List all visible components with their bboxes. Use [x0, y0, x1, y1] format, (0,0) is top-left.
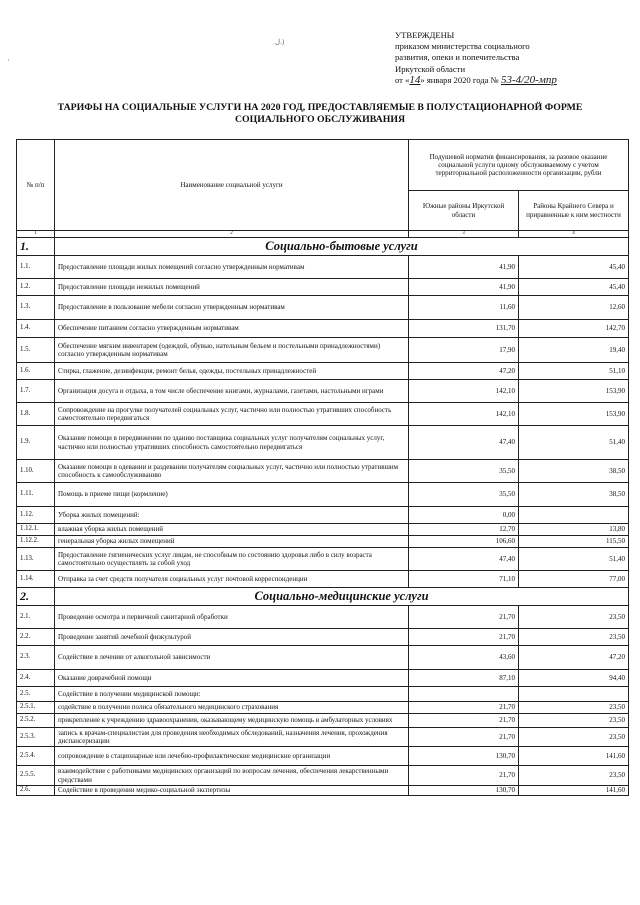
- table-row: [17, 403, 629, 426]
- approval-heading: УТВЕРЖДЕНЫ: [395, 30, 455, 40]
- rate-far-north: 23,50: [519, 728, 629, 747]
- service-name: Организация досуга и отдыха, в том числе обеспечение книгами, журналами, газетами, настольными играми: [55, 380, 409, 403]
- row-number: 2.5.3.: [17, 728, 55, 747]
- rate-far-north: 13,80: [519, 524, 629, 536]
- service-name: Содействие в лечении от алкогольной зависимости: [55, 646, 409, 670]
- table-row: [17, 363, 629, 380]
- row-number: 2.2.: [17, 629, 55, 646]
- service-name: Обеспечение питанием согласно утвержденным нормативам: [55, 320, 409, 338]
- service-name: Стирка, глажение, дезинфекция, ремонт белья, одежды, постельных принадлежностей: [55, 363, 409, 380]
- approval-line: приказом министерства социального: [395, 41, 530, 52]
- service-name: Обеспечение мягким инвентарем (одеждой, обувью, нательным бельем и постельными принадлежностями) согласно утвержденным нормативам: [55, 338, 409, 363]
- rate-southern: 130,70: [409, 786, 519, 796]
- rate-southern: 41,90: [409, 256, 519, 279]
- table-row: [17, 766, 629, 786]
- section-title: Социально-медицинские услуги: [55, 588, 629, 606]
- document-title-line1: ТАРИФЫ НА СОЦИАЛЬНЫЕ УСЛУГИ НА 2020 ГОД, ПРЕДОСТАВЛЯЕМЫЕ В ПОЛУСТАЦИОНАРНОЙ ФОРМЕ: [57, 102, 583, 113]
- rate-far-north: 141,60: [519, 786, 629, 796]
- approval-line: Иркутской области: [395, 63, 466, 74]
- header-service-name: Наименование социальной услуги: [55, 140, 409, 231]
- rate-southern: 21,70: [409, 606, 519, 629]
- row-number: 2.1.: [17, 606, 55, 629]
- column-index: 4: [519, 231, 629, 238]
- row-number: 1.3.: [17, 296, 55, 320]
- service-name: Проведение осмотра и первичной санитарной обработки: [55, 606, 409, 629]
- table-row: [17, 606, 629, 629]
- rate-southern: 47,40: [409, 548, 519, 571]
- table-row: [17, 426, 629, 460]
- service-name: сопровождение в стационарные или лечебно-профилактические медицинские организации: [55, 747, 409, 766]
- service-name: содействие в получении полиса обязательного медицинского страхования: [55, 702, 409, 714]
- header-financing-rate: Подушевой норматив финансирования, за разовое оказание социальной услуги одному обслуживаемому с учетом территориальной расположенности организации, рубли: [409, 140, 629, 191]
- table-row: [17, 338, 629, 363]
- rate-southern: 21,70: [409, 629, 519, 646]
- row-number: 1.6.: [17, 363, 55, 380]
- row-number: 1.12.2.: [17, 536, 55, 548]
- row-number: 1.8.: [17, 403, 55, 426]
- rate-far-north: 153,90: [519, 380, 629, 403]
- rate-far-north: 19,40: [519, 338, 629, 363]
- tariff-table: [16, 139, 629, 796]
- header-number: № п/п: [17, 140, 55, 231]
- row-number: 2.5.5.: [17, 766, 55, 786]
- rate-far-north: 51,40: [519, 426, 629, 460]
- section-title: Социально-бытовые услуги: [55, 238, 629, 256]
- service-name: Предоставление в пользование мебели согласно утвержденным нормативам: [55, 296, 409, 320]
- service-name: Сопровождение на прогулке получателей социальных услуг, частично или полностью утративших способность самостоятельно передвигаться: [55, 403, 409, 426]
- rate-southern: 21,70: [409, 728, 519, 747]
- scan-mark: ': [8, 58, 10, 66]
- service-name: Проведение занятий лечебной физкультурой: [55, 629, 409, 646]
- row-number: 2.5.2.: [17, 714, 55, 728]
- rate-southern: 21,70: [409, 714, 519, 728]
- table-row: [17, 670, 629, 687]
- table-row: [17, 380, 629, 403]
- rate-far-north: 38,50: [519, 483, 629, 507]
- rate-far-north: 115,50: [519, 536, 629, 548]
- rate-far-north: 141,60: [519, 747, 629, 766]
- approval-date-mid: » января 2020 года №: [420, 74, 499, 85]
- approval-date-line: [395, 75, 557, 86]
- table-row: [17, 279, 629, 296]
- row-number: 2.4.: [17, 670, 55, 687]
- rate-far-north: 23,50: [519, 714, 629, 728]
- table-row: [17, 548, 629, 571]
- table-row: [17, 256, 629, 279]
- service-name: Предоставление площади нежилых помещений: [55, 279, 409, 296]
- section-row: [17, 588, 629, 606]
- rate-far-north: [519, 687, 629, 702]
- row-number: 1.12.: [17, 507, 55, 524]
- rate-southern: 35,50: [409, 460, 519, 483]
- column-index: 3: [409, 231, 519, 238]
- rate-southern: 11,60: [409, 296, 519, 320]
- document-title: [0, 102, 640, 126]
- row-number: 2.5.4.: [17, 747, 55, 766]
- rate-southern: 130,70: [409, 747, 519, 766]
- row-number: 2.3.: [17, 646, 55, 670]
- rate-far-north: 38,50: [519, 460, 629, 483]
- service-name: запись к врачам-специалистам для проведения необходимых обследований, назначения лечения, прохождения диспансеризации: [55, 728, 409, 747]
- table-row: [17, 702, 629, 714]
- service-name: Уборка жилых помещений:: [55, 507, 409, 524]
- rate-southern: [409, 687, 519, 702]
- table-row: [17, 524, 629, 536]
- section-row: [17, 238, 629, 256]
- column-index: 1: [17, 231, 55, 238]
- column-index: 2: [55, 231, 409, 238]
- rate-far-north: 77,00: [519, 571, 629, 588]
- document-title-line2: СОЦИАЛЬНОГО ОБСЛУЖИВАНИЯ: [234, 114, 406, 125]
- service-name: Содействие в получении медицинской помощи:: [55, 687, 409, 702]
- row-number: 1.13.: [17, 548, 55, 571]
- row-number: 1.7.: [17, 380, 55, 403]
- service-name: генеральная уборка жилых помещений: [55, 536, 409, 548]
- table-row: [17, 536, 629, 548]
- rate-far-north: 23,50: [519, 702, 629, 714]
- rate-southern: 21,70: [409, 766, 519, 786]
- section-number: 2.: [17, 588, 55, 606]
- table-row: [17, 786, 629, 796]
- rate-southern: 47,40: [409, 426, 519, 460]
- rate-southern: 142,10: [409, 403, 519, 426]
- table-row: [17, 320, 629, 338]
- row-number: 2.5.: [17, 687, 55, 702]
- table-row: [17, 483, 629, 507]
- approval-stamp: [395, 30, 557, 86]
- rate-far-north: 142,70: [519, 320, 629, 338]
- row-number: 1.5.: [17, 338, 55, 363]
- rate-far-north: 12,60: [519, 296, 629, 320]
- rate-southern: 35,50: [409, 483, 519, 507]
- rate-far-north: 94,40: [519, 670, 629, 687]
- rate-southern: 106,60: [409, 536, 519, 548]
- row-number: 2.5.1.: [17, 702, 55, 714]
- table-row: [17, 296, 629, 320]
- table-row: [17, 747, 629, 766]
- rate-southern: 17,90: [409, 338, 519, 363]
- table-row: [17, 460, 629, 483]
- header-southern-districts: Южные районы Иркутской области: [409, 191, 519, 231]
- service-name: влажная уборка жилых помещений: [55, 524, 409, 536]
- rate-far-north: 45,40: [519, 256, 629, 279]
- rate-southern: 43,60: [409, 646, 519, 670]
- rate-far-north: 51,10: [519, 363, 629, 380]
- rate-southern: 41,90: [409, 279, 519, 296]
- service-name: взаимодействие с работниками медицинских организаций по вопросам лечения, обеспечения лекарственными средствами: [55, 766, 409, 786]
- approval-date-prefix: от «: [395, 74, 410, 85]
- scan-mark: ل.): [275, 38, 285, 46]
- rate-southern: 47,20: [409, 363, 519, 380]
- approval-order-number: 53-4/20-мпр: [500, 73, 557, 86]
- rate-southern: 21,70: [409, 702, 519, 714]
- service-name: Оказание помощи в передвижении по зданию поставщика социальных услуг получателям социальных услуг, частично или полностью утративших способность самостоятельно передвигаться: [55, 426, 409, 460]
- row-number: 2.6.: [17, 786, 55, 796]
- rate-southern: 87,10: [409, 670, 519, 687]
- row-number: 1.1.: [17, 256, 55, 279]
- table-row: [17, 687, 629, 702]
- section-number: 1.: [17, 238, 55, 256]
- service-name: Отправка за счет средств получателя социальных услуг почтовой корреспонденции: [55, 571, 409, 588]
- rate-southern: 142,10: [409, 380, 519, 403]
- table-row: [17, 507, 629, 524]
- row-number: 1.11.: [17, 483, 55, 507]
- rate-far-north: 47,20: [519, 646, 629, 670]
- rate-far-north: 153,90: [519, 403, 629, 426]
- table-row: [17, 571, 629, 588]
- service-name: Оказание доврачебной помощи: [55, 670, 409, 687]
- row-number: 1.12.1.: [17, 524, 55, 536]
- rate-southern: 0,00: [409, 507, 519, 524]
- table-row: [17, 646, 629, 670]
- approval-line: развития, опеки и попечительства: [395, 52, 520, 63]
- row-number: 1.14.: [17, 571, 55, 588]
- rate-far-north: 51,40: [519, 548, 629, 571]
- row-number: 1.4.: [17, 320, 55, 338]
- approval-date-day: 14: [409, 73, 421, 86]
- rate-far-north: 23,50: [519, 606, 629, 629]
- rate-southern: 131,70: [409, 320, 519, 338]
- row-number: 1.2.: [17, 279, 55, 296]
- rate-southern: 12,70: [409, 524, 519, 536]
- table-row: [17, 714, 629, 728]
- service-name: Предоставление площади жилых помещений согласно утвержденным нормативам: [55, 256, 409, 279]
- service-name: Оказание помощи в одевании и раздевании получателям социальных услуг, частично или полностью утратившим способность к самообслуживанию: [55, 460, 409, 483]
- header-far-north: Районы Крайнего Севера и приравненные к ним местности: [519, 191, 629, 231]
- rate-southern: 71,10: [409, 571, 519, 588]
- table-row: [17, 728, 629, 747]
- table-row: [17, 629, 629, 646]
- service-name: прикрепление к учреждению здравоохранения, оказывающему медицинскую помощь в амбулаторных условиях: [55, 714, 409, 728]
- rate-far-north: 23,50: [519, 766, 629, 786]
- rate-far-north: 45,40: [519, 279, 629, 296]
- service-name: Содействие в проведении медико-социальной экспертизы: [55, 786, 409, 796]
- rate-far-north: 23,50: [519, 629, 629, 646]
- service-name: Помощь в приеме пищи (кормление): [55, 483, 409, 507]
- row-number: 1.9.: [17, 426, 55, 460]
- rate-far-north: [519, 507, 629, 524]
- service-name: Предоставление гигиенических услуг лицам, не способным по состоянию здоровья либо в силу возраста самостоятельно осуществлять за собой уход: [55, 548, 409, 571]
- row-number: 1.10.: [17, 460, 55, 483]
